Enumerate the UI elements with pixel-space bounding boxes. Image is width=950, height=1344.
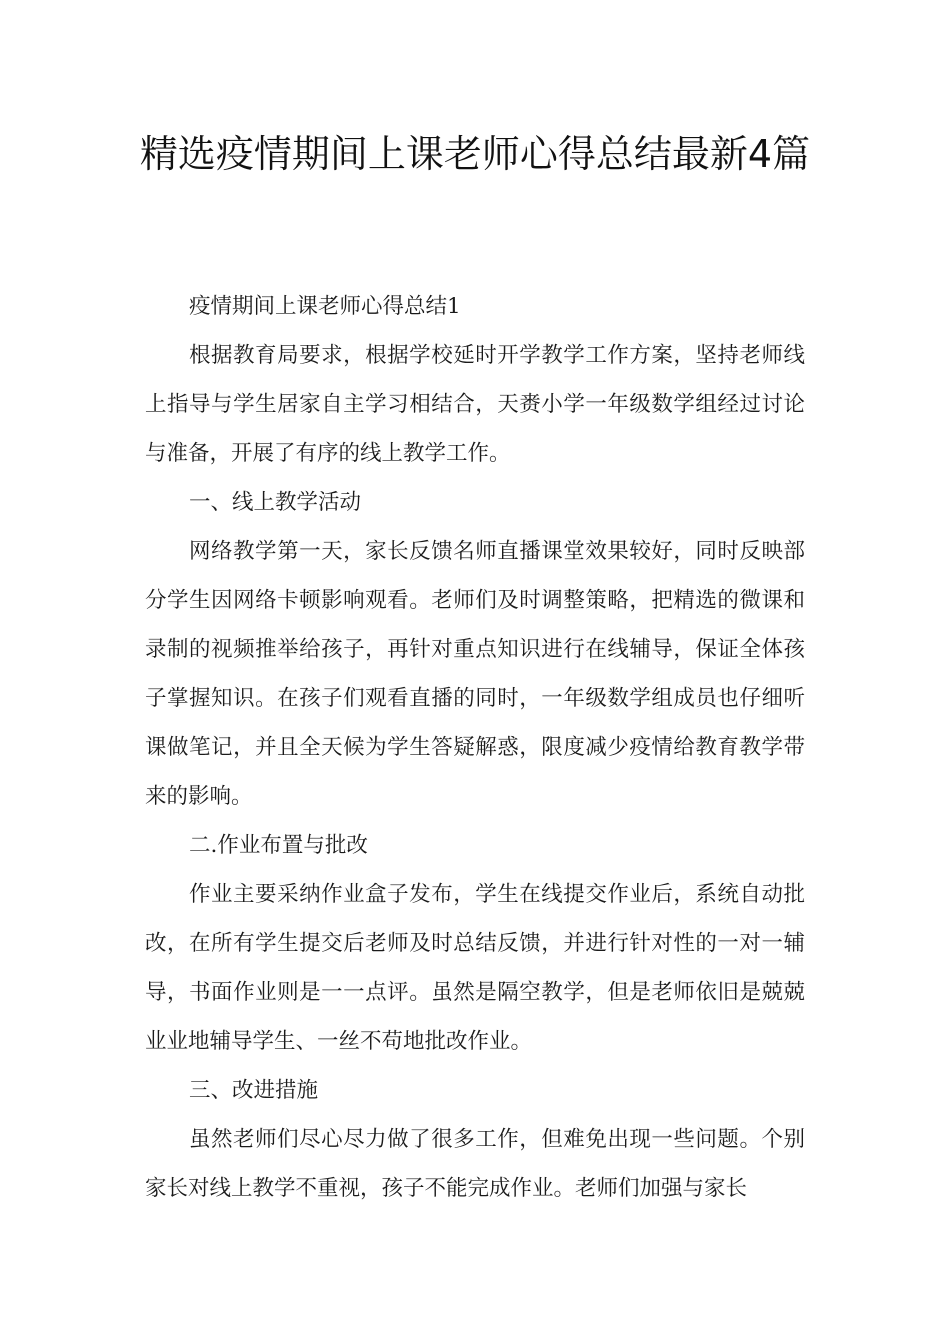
document-title: 精选疫情期间上课老师心得总结最新4篇 (139, 132, 811, 176)
paragraph-intro: 根据教育局要求，根据学校延时开学教学工作方案，坚持老师线上指导与学生居家自主学习相结合，天赉小学一年级数学组经过讨论与准备，开展了有序的线上教学工作。 (145, 343, 805, 466)
section-heading-online-teaching: 一、线上教学活动 (189, 490, 362, 515)
document-body (145, 282, 805, 1213)
paragraph-homework: 作业主要采纳作业盒子发布，学生在线提交作业后，系统自动批改，在所有学生提交后老师及时总结反馈，并进行针对性的一对一辅导，书面作业则是一一点评。虽然是隔空教学，但是老师依旧是兢兢业业地辅导学生、一丝不苟地批改作业。 (145, 882, 805, 1054)
section-heading-homework: 二.作业布置与批改 (189, 833, 368, 858)
paragraph-improvements: 虽然老师们尽心尽力做了很多工作，但难免出现一些问题。个别家长对线上教学不重视，孩子不能完成作业。老师们加强与家长 (145, 1127, 805, 1201)
section-heading-1: 疫情期间上课老师心得总结1 (189, 294, 461, 319)
section-heading-improvements: 三、改进措施 (189, 1078, 319, 1103)
paragraph-online-teaching: 网络教学第一天，家长反馈名师直播课堂效果较好，同时反映部分学生因网络卡顿影响观看。老师们及时调整策略，把精选的微课和录制的视频推举给孩子，再针对重点知识进行在线辅导，保证全体孩子掌握知识。在孩子们观看直播的同时，一年级数学组成员也仔细听课做笔记，并且全天候为学生答疑解惑，限度减少疫情给教育教学带来的影响。 (145, 539, 805, 809)
